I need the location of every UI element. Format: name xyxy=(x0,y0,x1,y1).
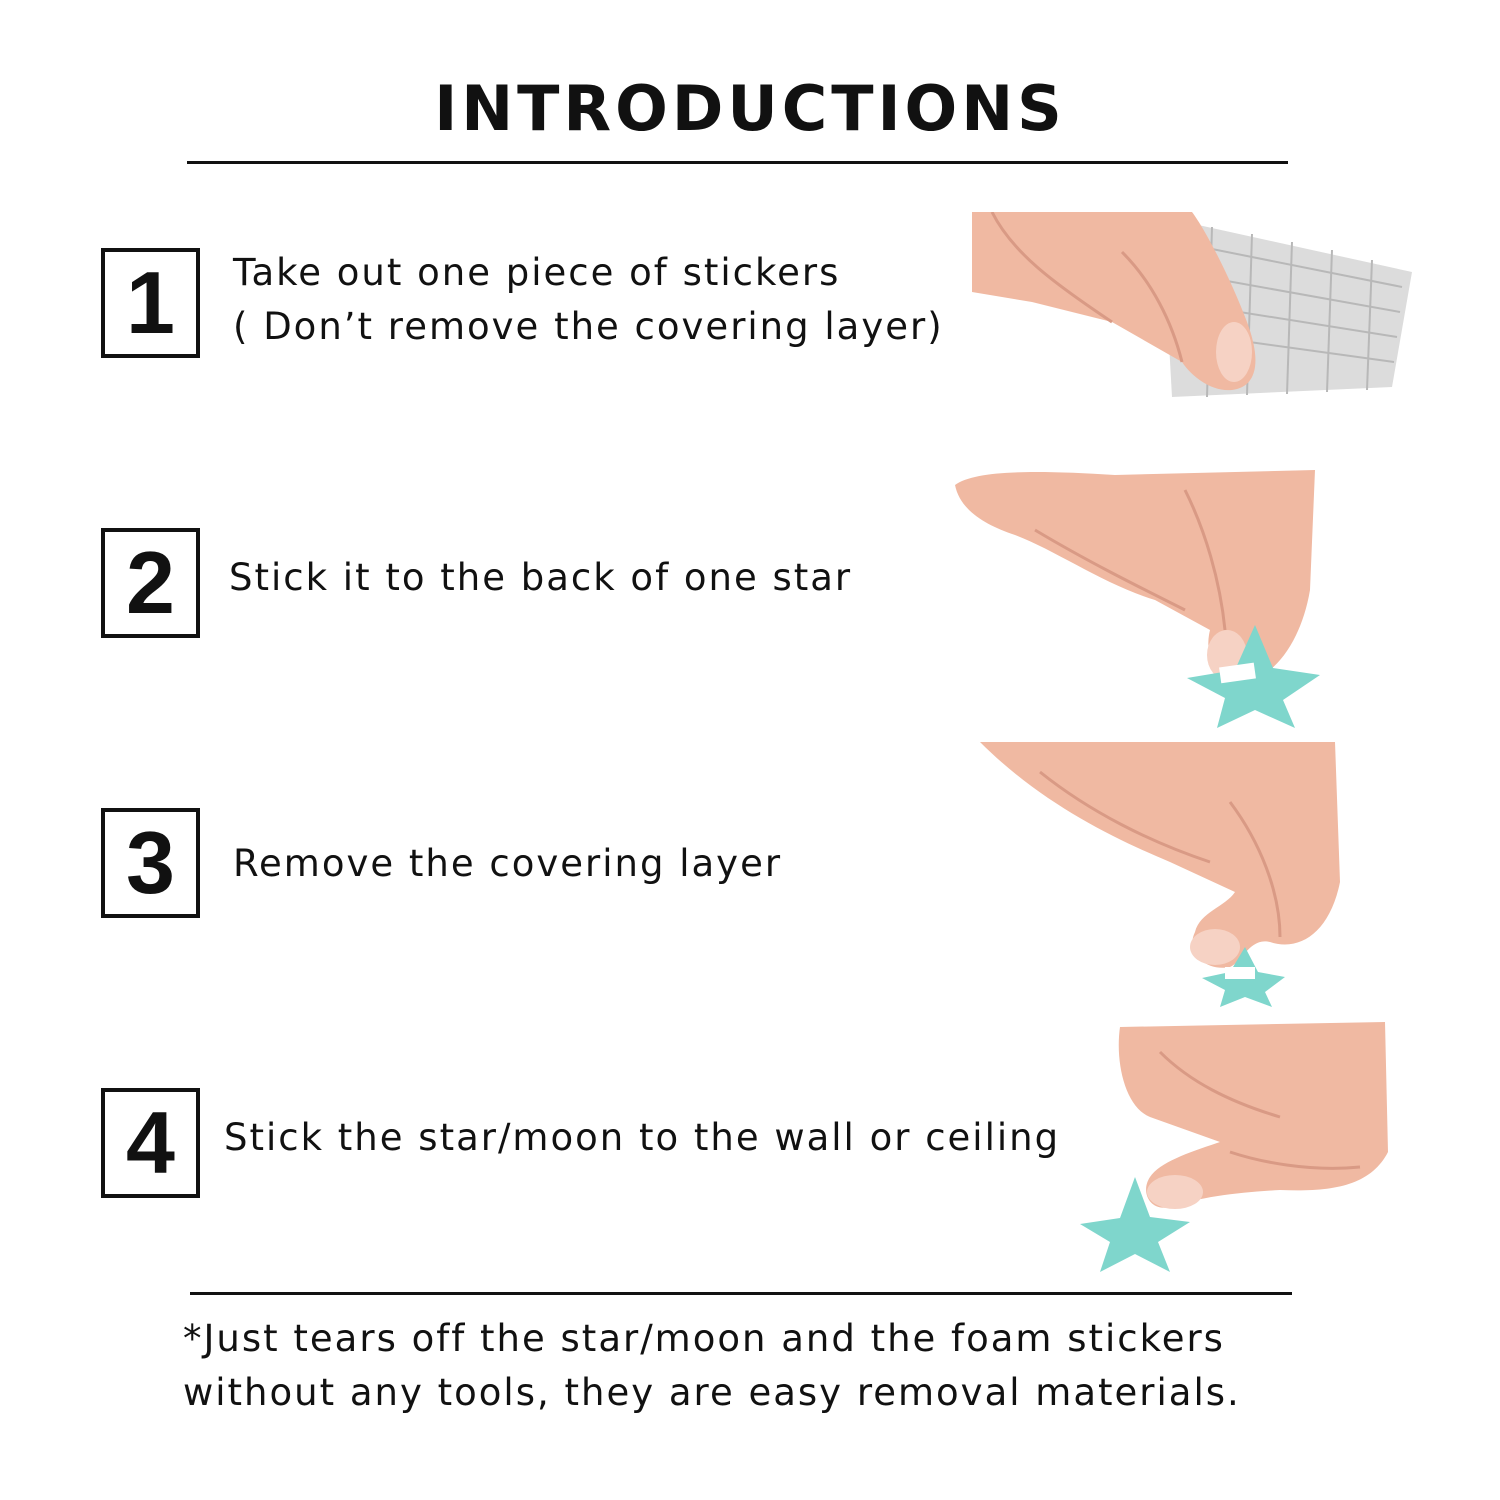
hand-peeling-covering-layer-icon xyxy=(980,742,1345,1007)
step-1-number-box xyxy=(101,248,200,358)
step-4-text xyxy=(224,1111,1060,1165)
step-2-number: 2 xyxy=(126,533,175,632)
step-3-photo xyxy=(980,742,1345,1007)
step-2-text xyxy=(229,551,852,605)
hand-holding-sticker-sheet-icon xyxy=(972,212,1422,402)
step-1-line-2: ( Don’t remove the covering layer) xyxy=(233,304,944,348)
footnote-line-1: *Just tears off the star/moon and the foam stickers xyxy=(183,1317,1225,1360)
footnote-divider xyxy=(190,1292,1292,1295)
step-1-number: 1 xyxy=(126,253,175,352)
step-4-number: 4 xyxy=(126,1093,175,1192)
step-1-photo xyxy=(972,212,1422,402)
step-3-line-1: Remove the covering layer xyxy=(233,842,783,885)
step-4-number-box xyxy=(101,1088,200,1198)
step-3-number-box xyxy=(101,808,200,918)
step-3-number: 3 xyxy=(126,813,175,912)
step-2-photo xyxy=(955,470,1335,730)
step-3-text xyxy=(233,837,782,891)
footnote xyxy=(183,1312,1303,1419)
hand-pressing-star-to-wall-icon xyxy=(1080,1022,1390,1277)
step-2-number-box xyxy=(101,528,200,638)
step-1-line-1: Take out one piece of stickers xyxy=(233,251,841,294)
hand-attaching-sticker-to-star-icon xyxy=(955,470,1335,730)
step-4-line-1: Stick the star/moon to the wall or ceiling xyxy=(224,1116,1061,1159)
step-2-line-1: Stick it to the back of one star xyxy=(229,556,853,599)
step-4-photo xyxy=(1080,1022,1390,1277)
title-divider xyxy=(187,161,1288,164)
step-1-text xyxy=(233,246,944,353)
footnote-line-2: without any tools, they are easy removal materials. xyxy=(183,1370,1241,1414)
page-title: INTRODUCTIONS xyxy=(434,72,1066,145)
